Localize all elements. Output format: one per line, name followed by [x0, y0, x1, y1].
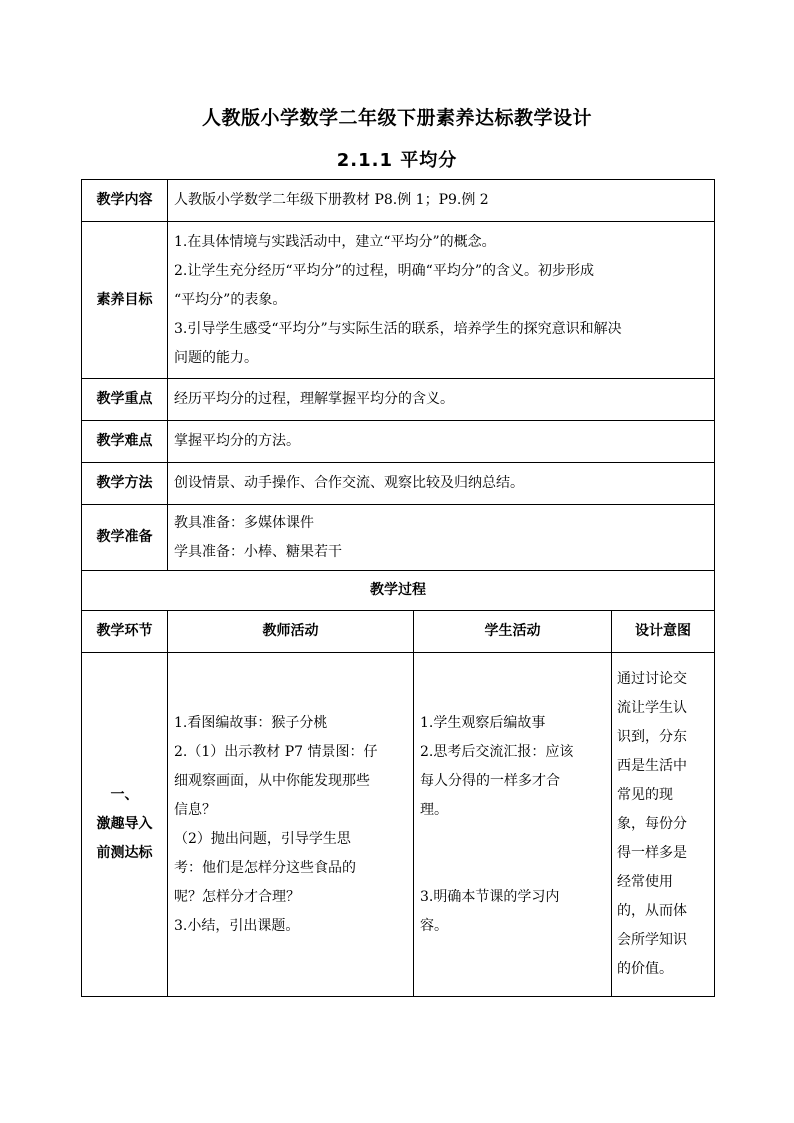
intent-line: 的价值。	[617, 961, 673, 977]
header-student-activity: 学生活动	[414, 611, 612, 653]
intent-line: 象，每份分	[617, 816, 687, 832]
stage-1-design-intent	[612, 653, 715, 997]
lesson-title: 2.1.1 平均分	[336, 150, 458, 171]
teacher-line: 1.看图编故事：猴子分桃	[174, 714, 328, 731]
value-key-point: 经历平均分的过程，理解掌握平均分的含义。	[168, 379, 715, 421]
value-method: 创设情景、动手操作、合作交流、观察比较及归纳总结。	[168, 463, 715, 505]
teacher-line: 细观察画面，从中你能发现那些	[174, 772, 370, 789]
goal-line: 1.在具体情境与实践活动中，建立“平均分”的概念。	[174, 233, 496, 250]
row-preparation	[82, 505, 715, 571]
teacher-line: 3.小结，引出课题。	[174, 917, 300, 934]
goal-line: 2.让学生充分经历“平均分”的过程，明确“平均分”的含义。初步形成	[174, 262, 594, 279]
process-title: 教学过程	[82, 571, 715, 611]
label-preparation: 教学准备	[82, 505, 168, 571]
student-line: 理。	[420, 801, 448, 818]
label-difficulty: 教学难点	[82, 421, 168, 463]
row-difficulty	[82, 421, 715, 463]
document-title: 人教版小学数学二年级下册素养达标教学设计	[201, 107, 592, 129]
row-method	[82, 463, 715, 505]
row-process-title	[82, 571, 715, 611]
student-line: 2.思考后交流汇报：应该	[420, 743, 574, 760]
stage-1-student-activity	[414, 653, 612, 997]
intent-line: 通过讨论交	[617, 671, 687, 687]
row-process-headers	[82, 611, 715, 653]
student-spacer	[420, 825, 605, 883]
intent-line: 西是生活中	[617, 758, 687, 774]
label-teaching-content: 教学内容	[82, 180, 168, 222]
value-literacy-goals	[168, 222, 715, 379]
teacher-line: 考：他们是怎样分这些食品的	[174, 859, 356, 876]
header-stage: 教学环节	[82, 611, 168, 653]
header-design-intent: 设计意图	[612, 611, 715, 653]
teacher-line: 2.（1）出示教材 P7 情景图：仔	[174, 743, 378, 760]
teacher-line: 信息？	[174, 801, 216, 818]
value-difficulty: 掌握平均分的方法。	[168, 421, 715, 463]
stage-label-line: 一、	[110, 787, 139, 803]
preparation-line: 学具准备：小棒、糖果若干	[174, 543, 342, 560]
label-method: 教学方法	[82, 463, 168, 505]
label-literacy-goals: 素养目标	[82, 222, 168, 379]
student-line: 容。	[420, 917, 448, 934]
intent-line: 流让学生认	[617, 700, 687, 716]
teacher-line: 呢？怎样分才合理？	[174, 888, 300, 905]
lesson-plan-table	[81, 179, 715, 997]
stage-1-label	[82, 653, 168, 997]
row-stage-1	[82, 653, 715, 997]
intent-line: 会所学知识	[617, 932, 687, 948]
value-preparation	[168, 505, 715, 571]
goal-line: 3.引导学生感受“平均分”与实际生活的联系，培养学生的探究意识和解决	[174, 320, 622, 337]
student-line: 每人分得的一样多才合	[420, 772, 560, 789]
stage-label-line: 前测达标	[96, 845, 153, 861]
intent-line: 得一样多是	[617, 845, 687, 861]
intent-line: 的，从而体	[617, 903, 687, 919]
header-teacher-activity: 教师活动	[168, 611, 414, 653]
intent-line: 识到，分东	[617, 729, 687, 745]
row-teaching-content	[82, 180, 715, 222]
row-key-point	[82, 379, 715, 421]
stage-label-line: 激趣导入	[96, 816, 153, 832]
teacher-line: （2）抛出问题，引导学生思	[174, 830, 351, 847]
intent-line: 经常使用	[617, 874, 673, 890]
intent-line: 常见的现	[617, 787, 673, 803]
row-literacy-goals	[82, 222, 715, 379]
goal-line: 问题的能力。	[174, 349, 258, 366]
label-key-point: 教学重点	[82, 379, 168, 421]
stage-1-teacher-activity	[168, 653, 414, 997]
preparation-line: 教具准备：多媒体课件	[174, 514, 314, 531]
value-teaching-content: 人教版小学数学二年级下册教材 P8.例 1；P9.例 2	[168, 180, 715, 222]
goal-line: “平均分”的表象。	[174, 291, 287, 308]
student-line: 3.明确本节课的学习内	[420, 888, 560, 905]
student-line: 1.学生观察后编故事	[420, 714, 546, 731]
